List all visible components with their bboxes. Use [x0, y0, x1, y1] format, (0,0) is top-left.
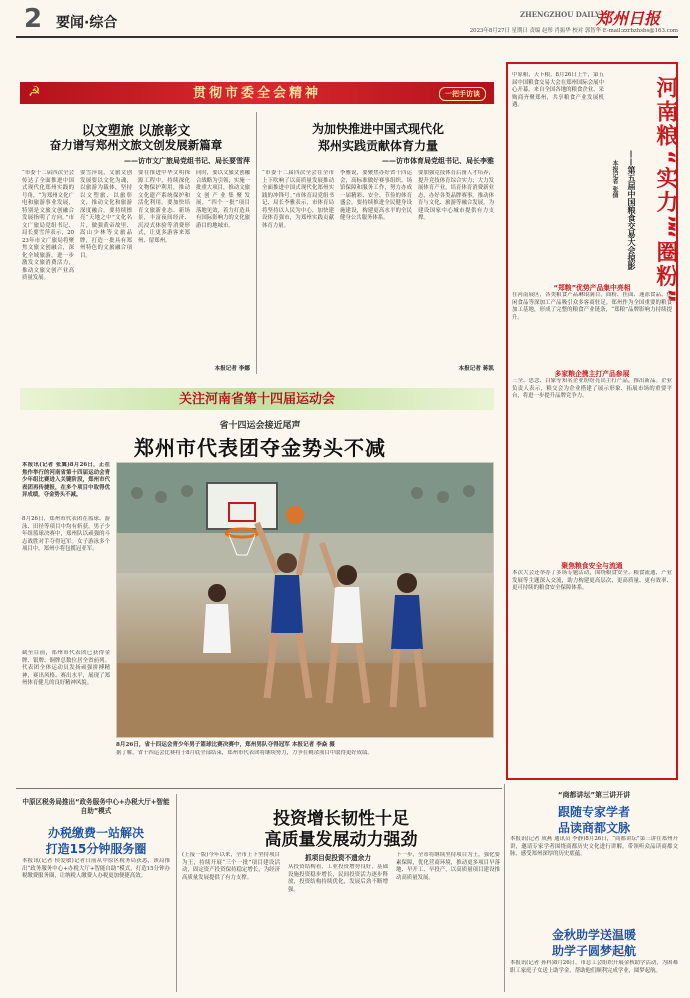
tax-title-1: 办税缴费一站解决 — [47, 826, 144, 840]
paper-logo: 郑州日报 — [596, 9, 661, 28]
study-title-2: 助学子圆梦起航 — [551, 944, 636, 958]
culture-col-3: 要在推进中华文明探源工程中，持续深化文物保护利用，推动文化遗产系统保护和活化利用。要加快培育文旅新业态、新场景，丰富夜间经济、沉浸式体验等消费形式，让更多游客来郑州、留郑州。 — [138, 170, 190, 244]
talk-text: 本报讯(记者 成燕 通讯员 李静)8月26日，“商都讲坛”第三讲在郑州开讲，邀请专家学者围绕商都历史文化进行讲解，带领听众品读商都文脉，感受郑州深厚的历史底蕴。 — [510, 836, 678, 857]
invest-title-1: 投资增长韧性十足 — [273, 809, 409, 829]
talk-title-1: 跟随专家学者 — [557, 805, 630, 819]
talk-tag: “商都讲坛”第三讲开讲 — [557, 791, 631, 799]
culture-col-4: 同时，要以文旅文创融合战略为引领，实施一批重大项目，推动文旅文创产业集聚发展，“四个一批”项目落地见效，着力打造具有国际影响力的文化旅游目的地城市。 — [196, 170, 250, 229]
sports-title-line2: 郑州实践贡献体育力量 — [317, 139, 438, 153]
games-col-1: 8月26日，郑州市代表团在篮球、游泳、田径等项目中均有斩获。男子少年组篮球决赛中，郑州队以顽强的斗志战胜对手夺得冠军。女子游泳多个项目中，郑州小将包揽冠亚军。 — [22, 516, 110, 552]
invest-kicker: 抓项目促投资不遗余力 — [305, 854, 371, 862]
invest-col-2: 从投资结构看，工业投资增势良好，基础设施投资稳步增长，民间投资活力逐步释放，投资结构持续优化，发展后劲不断增强。 — [288, 864, 388, 893]
grain-subhead-2: 多家粮企携主打产品参展 — [554, 370, 630, 378]
sports-col-3: 要加强竞技体育后备人才培养，提升竞技体育综合实力；大力发展体育产业，培育体育消费新业态，办好各类品牌赛事，推动体育与文化、旅游等融合发展，为建设国家中心城市提供有力支撑。 — [418, 170, 494, 221]
games-title: 郑州市代表团夺金势头不减 — [134, 436, 386, 460]
culture-subtitle: ——访市文广旅局党组书记、局长要雪萍 — [124, 156, 250, 165]
page-number: 2 — [24, 4, 43, 34]
column-divider — [256, 112, 257, 374]
grain-title-1: 河南粮 — [653, 76, 678, 148]
culture-title-line1: 以文塑旅 以旅彰文 — [81, 124, 191, 139]
column-divider-right-bottom — [504, 784, 505, 992]
grain-para-1: 在河南展区，各类粮食产品琳琅满目，面粉、挂面、速冻食品、休闲食品等深加工产品吸引众多客商驻足。郑州作为全国重要的粮食加工基地，形成了完整的粮食产业链条，“郑粮”品牌影响力持续提升。 — [512, 292, 672, 321]
sports-col-2: 李雅说，要聚焦办好省十四运会，高标准做好赛事组织、场馆保障和服务工作，努力办成一届精彩、安全、节俭的体育盛会。要持续推进全民健身设施建设，构建更高水平的全民健身公共服务体系。 — [340, 170, 412, 221]
games-lead: 本报讯(记者 张翼)8月26日，正在焦作举行的河南省第十四届运动会青少年组比赛进入关键阶段，郑州市代表团再传捷报，在多个项目中取得优异成绩，夺金势头不减。 — [22, 462, 110, 498]
invest-col-1: (上接一版)今年以来，全市上下坚持项目为王，持续开展“三个一批”项目建设活动，固定资产投资保持稳定增长，为经济高质量发展提供了有力支撑。 — [182, 852, 280, 881]
banner-title: 贯彻市委全会精神 — [192, 86, 321, 101]
grain-subhead-3: 聚焦粮食安全与流通 — [561, 562, 623, 570]
sports-col-1: “市委十二届四次全会在全市上下吹响了以高质量发展推动全面推进中国式现代化郑州实践的冲锋号。”市体育局党组书记、局长李雅表示，市体育局将坚持以人民为中心，加快建设体育强市，为郑州实践贡献体育力量。 — [262, 170, 334, 229]
games-col-3: 据了解，省十四运会比赛将于8月底全部结束，郑州市代表团将继续努力，力争在剩余项目中取得更好成绩。 — [116, 750, 373, 756]
games-col-2: 截至目前，郑州市代表团已获得金牌、银牌、铜牌总数位居全省前列。代表团全体运动员发扬顽强拼搏精神，赛出风格、赛出水平，展现了郑州体育健儿的良好精神风貌。 — [22, 650, 110, 686]
grain-byline: 本报记者 张倩 — [611, 160, 618, 199]
grain-lead: 中原粮，天下粮。8月26日上午，第五届中国粮食交易大会在郑州国际会展中心开幕。来自全国各地的粮食企业、采购商齐聚郑州，共享粮食产业发展机遇。 — [512, 72, 604, 108]
banner-provincial-games — [20, 388, 494, 410]
banner-tag: 一把手访谈 — [439, 87, 486, 101]
culture-col-2: 要雪萍说，文旅文创发展要以文化为魂，以旅游为载体，坚持以文塑旅、以旅彰文，推动文化和旅游深度融合。要持续擦亮“天地之中”文化名片，做强黄帝故里、嵩山少林等文旅品牌，打造一批具有郑州特色的文旅融合项目。 — [80, 170, 132, 259]
invest-col-3: 下一步，全市将继续坚持项目为王，强化要素保障，优化营商环境，推动更多项目早落地、早开工、早投产，以高质量项目建设推动高质量发展。 — [396, 852, 500, 881]
grain-title-3: “圈粉” — [653, 224, 678, 305]
study-text: 本报讯(记者 孙科)8月26日，市总工会组织开展金秋助学活动，为困难职工家庭子女送上助学金，帮助他们顺利完成学业，圆梦起航。 — [510, 960, 678, 974]
tax-title-2: 打造15分钟服务圈 — [45, 842, 147, 856]
masthead-rule — [16, 36, 678, 38]
culture-byline: 本报记者 李娜 — [214, 366, 250, 372]
tax-text: 本报讯(记者 侯爱敏)记者日前从中原区税务局获悉，该局推出“政务服务中心+办税大厅+智能自助”模式，打造15分钟办税缴费服务圈，让纳税人缴费人办税更加便捷高效。 — [22, 858, 170, 879]
column-divider-bottom — [176, 794, 177, 992]
basketball-photo — [116, 462, 494, 738]
bottom-section-rule — [16, 788, 502, 789]
basketball-scene-illustration — [117, 463, 493, 737]
study-title-1: 金秋助学送温暖 — [551, 928, 636, 942]
invest-title-2: 高质量发展动力强劲 — [264, 830, 418, 850]
date-line: 2023年8月27日 星期日 责编 赵彤 肖振华 校对 郭智华 E-mail:zzrbzhsbs@163.com — [469, 28, 678, 34]
grain-para-2: 三全、思念、白象等知名企业纷纷亮出主打产品，推出新品。企业负责人表示，粮交会为企业搭建了展示形象、拓展市场的重要平台，将进一步提升品牌竞争力。 — [512, 378, 672, 399]
grain-title-2: “实力” — [653, 150, 678, 231]
sports-subtitle: ——访市体育局党组书记、局长李雅 — [382, 156, 494, 165]
photo-caption: 8月26日，省十四运会青少年男子篮球比赛决赛中，郑州男队夺得冠军 本报记者 李焱 摄 — [116, 742, 335, 748]
masthead — [0, 0, 690, 42]
party-emblem-icon: ☭ — [28, 84, 41, 100]
games-kicker: 省十四运会接近尾声 — [219, 421, 301, 431]
talk-title-2: 品读商都文脉 — [557, 821, 630, 835]
paper-name-en: ZHENGZHOU DAILY — [520, 10, 601, 19]
tax-kicker: 中原区税务局推出“政务服务中心+办税大厅+智能自助”模式 — [22, 798, 170, 815]
grain-subhead-1: “郑粮”优势产品集中亮相 — [553, 284, 631, 292]
banner-party-spirit — [20, 82, 494, 104]
section-title: 要闻·综合 — [56, 15, 118, 31]
grain-subtitle: ——第五届中国粮食交易大会掠影 — [627, 150, 636, 270]
sports-byline: 本报记者 蒋凯 — [458, 366, 494, 372]
culture-col-1: “市委十二届四次全会传达了全面推进中国式现代化郑州实践的号角，“为郑州文化广电和旅游事业发展，特别是文旅文创融合发展指明了方向。”市文广旅局党组书记、局长要雪萍表示，2023年市文广旅局将聚焦文旅文创融合，深化全域旅游，进一步激发文旅消费活力，推动文旅文创产业高质量发展。 — [22, 170, 74, 281]
grain-para-3: 本次大会还举办了多场专题活动，围绕粮食安全、粮食流通、产业发展等主题深入交流，助力构建更高层次、更高质量、更有效率、更可持续的粮食安全保障体系。 — [512, 570, 672, 591]
sports-title-line1: 为加快推进中国式现代化 — [311, 122, 444, 136]
banner2-title: 关注河南省第十四届运动会 — [178, 392, 335, 407]
culture-title-line2: 奋力谱写郑州文旅文创发展新篇章 — [49, 138, 223, 152]
